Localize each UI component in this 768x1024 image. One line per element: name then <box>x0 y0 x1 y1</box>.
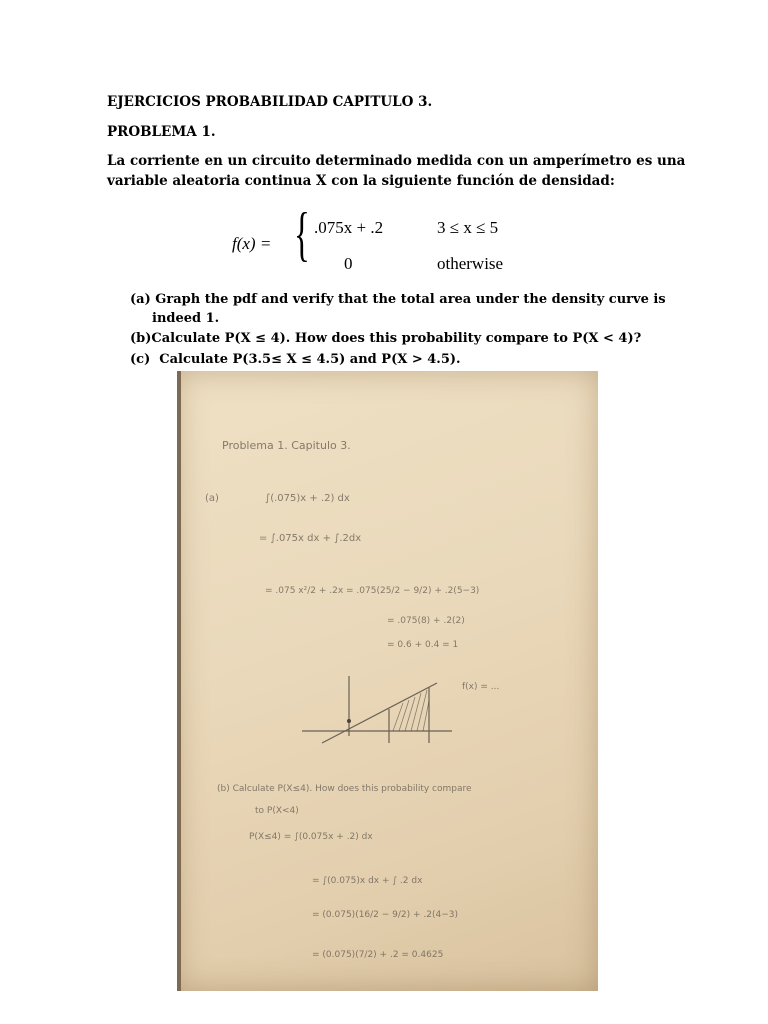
notes-a-line4: = .075(8) + .2(2) <box>387 616 465 626</box>
intro-line-1: La corriente en un circuito determinado medida con un amperímetro es una <box>107 153 686 169</box>
question-a-text: Graph the pdf and verify that the total area under the density curve is <box>155 292 666 307</box>
graph-point <box>347 719 351 723</box>
notes-b-line5: = (0.075)(16/2 − 9/2) + .2(4−3) <box>312 910 459 920</box>
question-a-cont: indeed 1. <box>152 311 220 326</box>
question-b <box>130 331 641 346</box>
formula-case2-expr: 0 <box>344 254 353 273</box>
handwritten-notes-photo <box>177 371 598 991</box>
notes-b-line1: (b) Calculate P(X≤4). How does this probability compare <box>217 784 472 794</box>
problem-heading: PROBLEMA 1. <box>107 124 216 140</box>
notes-graph-label: f(x) = ... <box>462 682 500 692</box>
notes-heading: Problema 1. Capitulo 3. <box>222 439 351 452</box>
notes-b-line3: P(X≤4) = ∫(0.075x + .2) dx <box>249 832 373 842</box>
graph-density-line <box>322 683 437 743</box>
handwritten-notes-svg <box>177 371 598 991</box>
formula-case2-cond: otherwise <box>437 254 504 273</box>
document-title: EJERCICIOS PROBABILIDAD CAPITULO 3. <box>107 94 433 110</box>
notes-b-line6: = (0.075)(7/2) + .2 = 0.4625 <box>312 950 444 960</box>
notes-a-label: (a) <box>205 493 219 504</box>
formula-case1-cond: 3 ≤ x ≤ 5 <box>437 218 499 237</box>
intro-line-2: variable aleatoria continua X con la siguiente función de densidad: <box>107 173 615 189</box>
question-a <box>130 292 666 307</box>
notes-a-line1: ∫(.075)x + .2) dx <box>265 493 350 504</box>
notes-graph <box>302 676 452 743</box>
notes-b-line2: to P(X<4) <box>255 806 299 816</box>
question-a-label: (a) <box>130 292 151 307</box>
density-formula <box>232 201 532 280</box>
notes-a-line3: = .075 x²/2 + .2x = .075(25/2 − 9/2) + .2(5−3) <box>265 586 480 596</box>
formula-case1-expr: .075x + .2 <box>314 218 384 237</box>
question-c-label: (c) <box>130 352 151 367</box>
notes-a-line2: = ∫.075x dx + ∫.2dx <box>259 533 362 544</box>
question-c-text: Calculate P(3.5≤ X ≤ 4.5) and P(X > 4.5). <box>159 352 461 367</box>
question-b-text: Calculate P(X ≤ 4). How does this probability compare to P(X < 4)? <box>151 331 642 346</box>
notes-b-line4: = ∫(0.075)x dx + ∫ .2 dx <box>312 876 423 886</box>
question-c <box>130 352 461 367</box>
question-b-label: (b) <box>130 331 152 346</box>
formula-lhs: f(x) = <box>232 234 272 253</box>
formula-brace: { <box>294 201 310 267</box>
notes-a-line5: = 0.6 + 0.4 = 1 <box>387 640 459 650</box>
